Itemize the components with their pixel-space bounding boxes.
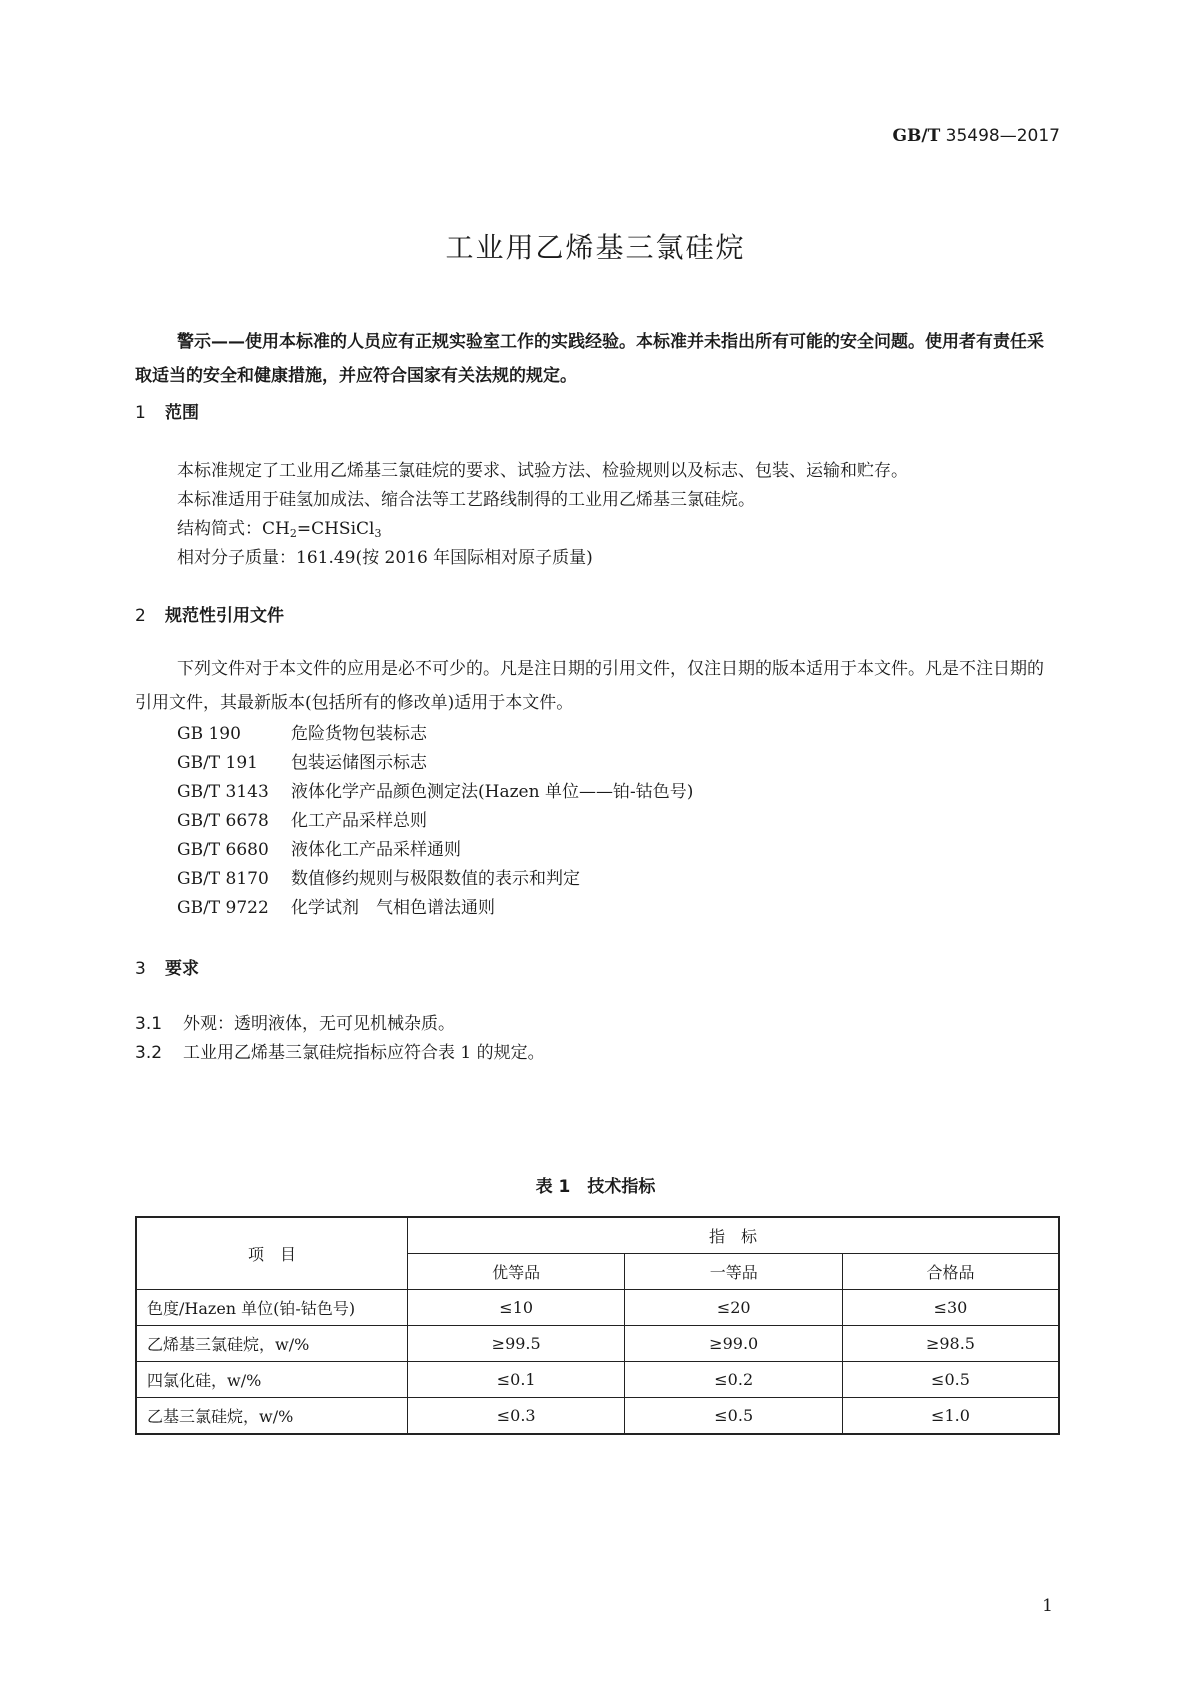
section-3-number: 3 [135, 959, 146, 979]
reference-title: 液体化工产品采样通则 [291, 840, 461, 860]
grade-header: 一等品 [625, 1254, 843, 1290]
grade-header: 合格品 [842, 1254, 1059, 1290]
grade-header: 优等品 [407, 1254, 625, 1290]
row-item: 四氯化硅，w/% [136, 1362, 407, 1398]
reference-code: GB/T 191 [177, 753, 258, 773]
reference-title: 包装运储图示标志 [291, 753, 427, 773]
document-title: 工业用乙烯基三氯硅烷 [445, 231, 746, 264]
table-header-row [136, 1217, 1059, 1254]
row-value: ≤0.5 [625, 1398, 843, 1435]
clause-text: 外观：透明液体，无可见机械杂质。 [183, 1014, 455, 1034]
row-value: ≤0.5 [842, 1362, 1059, 1398]
reference-code: GB/T 6680 [177, 840, 269, 860]
reference-code: GB/T 9722 [177, 898, 269, 918]
row-item: 乙基三氯硅烷，w/% [136, 1398, 407, 1435]
technical-specs-table [135, 1216, 1060, 1435]
formula-subscript-b: 3 [374, 527, 382, 540]
section-1-title: 范围 [165, 403, 199, 423]
formula-part-a: CH [262, 519, 290, 539]
clause-3-2 [135, 1038, 545, 1063]
structural-formula [177, 514, 381, 540]
row-value: ≤1.0 [842, 1398, 1059, 1435]
reference-item [177, 893, 495, 918]
row-item: 乙烯基三氯硅烷，w/% [136, 1326, 407, 1362]
scope-paragraph-2: 本标准适用于硅氢加成法、缩合法等工艺路线制得的工业用乙烯基三氯硅烷。 [177, 490, 755, 510]
row-item: 色度/Hazen 单位(铂-钴色号) [136, 1290, 407, 1326]
reference-title: 数值修约规则与极限数值的表示和判定 [291, 869, 580, 889]
clause-3-1 [135, 1009, 455, 1034]
section-2-number: 2 [135, 606, 146, 626]
scope-paragraph-1: 本标准规定了工业用乙烯基三氯硅烷的要求、试验方法、检验规则以及标志、包装、运输和贮存。 [177, 461, 908, 481]
reference-title: 液体化学产品颜色测定法(Hazen 单位——铂-钴色号) [291, 782, 694, 802]
section-1-heading [135, 398, 199, 423]
formula-subscript-a: 2 [289, 527, 297, 540]
reference-item [177, 806, 427, 831]
reference-item [177, 777, 693, 802]
header-index: 指 标 [407, 1217, 1059, 1254]
table-row [136, 1362, 1059, 1398]
standard-code-prefix: GB/T [892, 126, 941, 146]
row-value: ≤30 [842, 1290, 1059, 1326]
section-1-number: 1 [135, 403, 146, 423]
reference-title: 危险货物包装标志 [291, 724, 427, 744]
row-value: ≤0.1 [407, 1362, 625, 1398]
section-3-title: 要求 [165, 959, 199, 979]
table-caption: 表 1 技术指标 [535, 1177, 656, 1197]
reference-title: 化学试剂 气相色谱法通则 [291, 898, 495, 918]
reference-code: GB/T 8170 [177, 869, 269, 889]
clause-text: 工业用乙烯基三氯硅烷指标应符合表 1 的规定。 [183, 1043, 545, 1063]
formula-part-b: =CHSiCl [296, 519, 375, 539]
molecular-mass: 相对分子质量：161.49(按 2016 年国际相对原子质量) [177, 548, 593, 568]
row-value: ≥99.5 [407, 1326, 625, 1362]
reference-item [177, 835, 461, 860]
header-item: 项 目 [136, 1217, 407, 1290]
row-value: ≤20 [625, 1290, 843, 1326]
standard-code-number: 35498—2017 [945, 126, 1060, 146]
table-row [136, 1398, 1059, 1435]
table-row [136, 1326, 1059, 1362]
formula-label: 结构简式： [177, 519, 262, 539]
clause-number: 3.2 [135, 1043, 163, 1063]
reference-item [177, 719, 427, 744]
reference-item [177, 864, 580, 889]
references-intro: 下列文件对于本文件的应用是必不可少的。凡是注日期的引用文件，仅注日期的版本适用于本文件。凡是不注日期的引用文件，其最新版本(包括所有的修改单)适用于本文件。 [135, 659, 1044, 713]
standard-code [893, 126, 1061, 146]
row-value: ≤0.3 [407, 1398, 625, 1435]
reference-item [177, 748, 427, 773]
reference-title: 化工产品采样总则 [291, 811, 427, 831]
section-2-heading [135, 601, 284, 626]
row-value: ≥98.5 [842, 1326, 1059, 1362]
section-3-heading [135, 954, 199, 979]
clause-number: 3.1 [135, 1014, 163, 1034]
row-value: ≤0.2 [625, 1362, 843, 1398]
reference-code: GB 190 [177, 724, 241, 744]
section-2-title: 规范性引用文件 [165, 606, 284, 626]
warning-paragraph: 警示——使用本标准的人员应有正规实验室工作的实践经验。本标准并未指出所有可能的安全问题。使用者有责任采取适当的安全和健康措施，并应符合国家有关法规的规定。 [135, 332, 1044, 386]
reference-code: GB/T 6678 [177, 811, 269, 831]
table-row [136, 1290, 1059, 1326]
row-value: ≥99.0 [625, 1326, 843, 1362]
reference-code: GB/T 3143 [177, 782, 269, 802]
page-number: 1 [1042, 1596, 1053, 1616]
row-value: ≤10 [407, 1290, 625, 1326]
